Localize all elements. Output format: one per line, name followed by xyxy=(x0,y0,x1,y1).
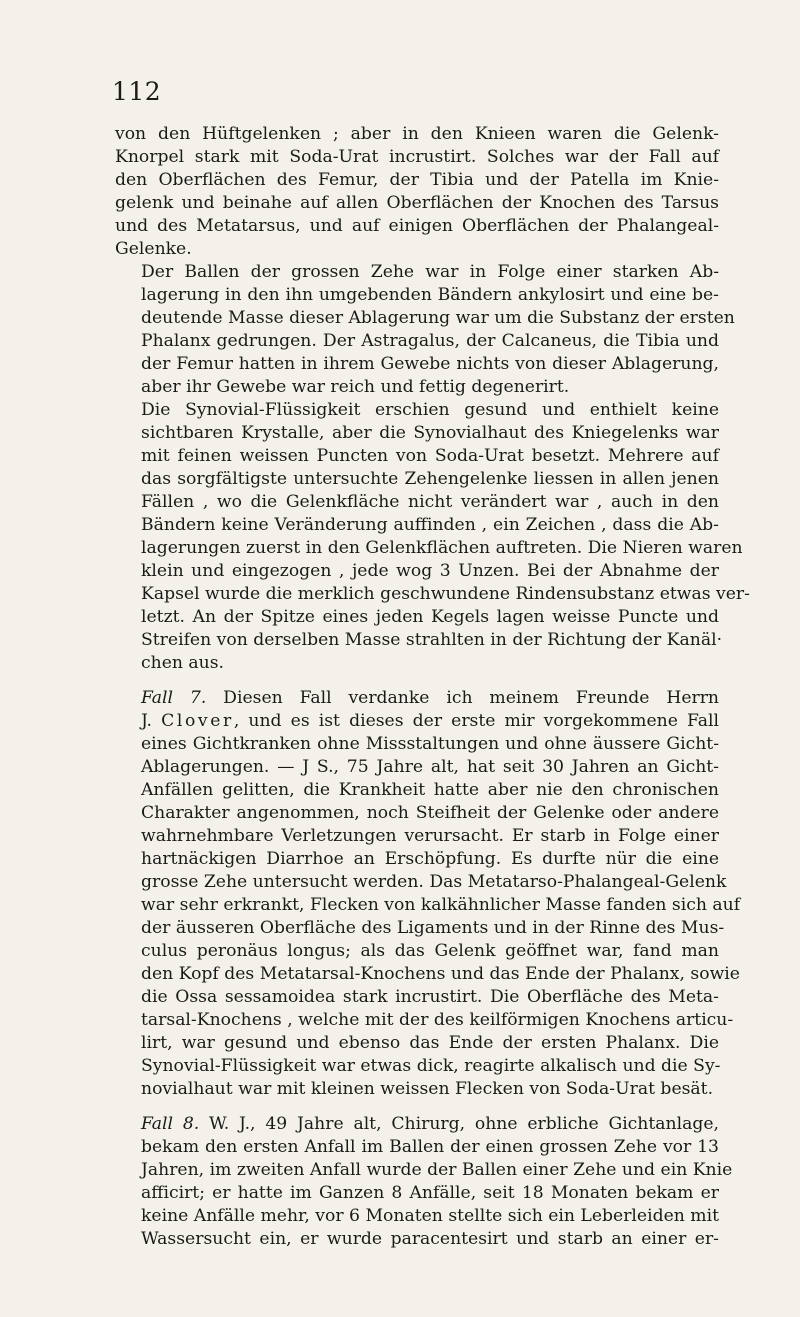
case-label: Fall 7. xyxy=(141,688,207,708)
text-line: Gelenke. xyxy=(115,239,192,259)
text-line: Charakter angenommen, noch Steifheit der Gelenke oder andere xyxy=(141,803,719,823)
paragraph-case-8 xyxy=(115,1113,733,1251)
text-fragment: W. J., 49 Jahre alt, Chirurg, ohne erbliche Gichtanlage, xyxy=(199,1114,719,1134)
page-number: 112 xyxy=(112,77,162,106)
text-line: die Ossa sessamoidea stark incrustirt. Die Oberfläche des Meta- xyxy=(141,987,719,1007)
text-line: Kapsel wurde die merklich geschwundene Rindensubstanz etwas ver- xyxy=(141,584,750,604)
text-line: Streifen von derselben Masse strahlten in der Richtung der Kanäl· xyxy=(141,630,723,650)
text-line: der Femur hatten in ihrem Gewebe nichts von dieser Ablagerung, xyxy=(141,354,719,374)
text-line: Knorpel stark mit Soda-Urat incrustirt. Solches war der Fall auf xyxy=(115,147,719,167)
text-line: lagerungen zuerst in den Gelenkflächen auftreten. Die Nieren waren xyxy=(141,538,743,558)
text-line: Anfällen gelitten, die Krankheit hatte aber nie den chronischen xyxy=(141,780,719,800)
text-line: chen aus. xyxy=(141,653,225,673)
text-line: novialhaut war mit kleinen weissen Flecken von Soda-Urat besät. xyxy=(141,1079,714,1099)
text-line: von den Hüftgelenken ; aber in den Knieen waren die Gelenk- xyxy=(115,124,719,144)
text-line: deutende Masse dieser Ablagerung war um die Substanz der ersten xyxy=(141,308,735,328)
text-line: Wassersucht ein, er wurde paracentesirt und starb an einer er- xyxy=(141,1229,719,1249)
text-line: Jahren, im zweiten Anfall wurde der Ballen einer Zehe und ein Knie xyxy=(141,1160,733,1180)
spaced-name: Clover xyxy=(161,711,234,731)
text-line: mit feinen weissen Puncten von Soda-Urat besetzt. Mehrere auf xyxy=(141,446,719,466)
paragraph-2 xyxy=(115,261,735,399)
text-line: Fällen , wo die Gelenkfläche nicht verändert war , auch in den xyxy=(141,492,719,512)
text-line: wahrnehmbare Verletzungen verursacht. Er starb in Folge einer xyxy=(141,826,719,846)
name-initial: J. xyxy=(141,711,162,731)
text-line xyxy=(115,710,719,733)
text-line: sichtbaren Krystalle, aber die Synovialhaut des Kniegelenks war xyxy=(141,423,719,443)
text-line: Synovial-Flüssigkeit war etwas dick, reagirte alkalisch und die Sy- xyxy=(141,1056,721,1076)
text-line: lagerung in den ihn umgebenden Bändern ankylosirt und eine be- xyxy=(141,285,719,305)
text-line: hartnäckigen Diarrhoe an Erschöpfung. Es durfte nür die eine xyxy=(141,849,719,869)
text-line: den Oberflächen des Femur, der Tibia und der Patella im Knie- xyxy=(115,170,719,190)
text-line: afficirt; er hatte im Ganzen 8 Anfälle, seit 18 Monaten bekam er xyxy=(141,1183,719,1203)
text-fragment: , und es ist dieses der erste mir vorgekommene Fall xyxy=(233,711,719,731)
text-line: lirt, war gesund und ebenso das Ende der ersten Phalanx. Die xyxy=(141,1033,719,1053)
case-label: Fall 8. xyxy=(141,1114,200,1134)
text-line: keine Anfälle mehr, vor 6 Monaten stellte sich ein Leberleiden mit xyxy=(141,1206,719,1226)
text-line: das sorgfältigste untersuchte Zehengelenke liessen in allen jenen xyxy=(141,469,719,489)
text-line: den Kopf des Metatarsal-Knochens und das Ende der Phalanx, sowie xyxy=(141,964,740,984)
text-line xyxy=(115,1113,719,1136)
paragraph-case-7 xyxy=(115,687,741,1101)
text-line: Ablagerungen. — J S., 75 Jahre alt, hat seit 30 Jahren an Gicht- xyxy=(141,757,719,777)
text-line: und des Metatarsus, und auf einigen Oberflächen der Phalangeal- xyxy=(115,216,719,236)
text-line: Der Ballen der grossen Zehe war in Folge einer starken Ab- xyxy=(141,262,719,282)
text-line: grosse Zehe untersucht werden. Das Metatarso-Phalangeal-Gelenk xyxy=(141,872,727,892)
text-line: gelenk und beinahe auf allen Oberflächen der Knochen des Tarsus xyxy=(115,193,719,213)
text-line: Phalanx gedrungen. Der Astragalus, der Calcaneus, die Tibia und xyxy=(141,331,719,351)
text-body xyxy=(115,123,750,1251)
text-line: Bändern keine Veränderung auffinden , ein Zeichen , dass die Ab- xyxy=(141,515,719,535)
text-fragment: Diesen Fall verdanke ich meinem Freunde Herrn xyxy=(206,688,719,708)
text-line: der äusseren Oberfläche des Ligaments und in der Rinne des Mus- xyxy=(141,918,725,938)
paragraph-3 xyxy=(115,399,750,675)
text-line: aber ihr Gewebe war reich und fettig degenerirt. xyxy=(141,377,570,397)
text-line: tarsal-Knochens , welche mit der des keilförmigen Knochens articu- xyxy=(141,1010,734,1030)
text-line: eines Gichtkranken ohne Missstaltungen und ohne äussere Gicht- xyxy=(141,734,719,754)
paragraph-1 xyxy=(115,123,719,261)
text-line: war sehr erkrankt, Flecken von kalkähnlicher Masse fanden sich auf xyxy=(141,895,741,915)
text-line xyxy=(115,687,719,710)
text-line: klein und eingezogen , jede wog 3 Unzen. Bei der Abnahme der xyxy=(141,561,719,581)
text-line: culus peronäus longus; als das Gelenk geöffnet war, fand man xyxy=(141,941,719,961)
text-line: letzt. An der Spitze eines jeden Kegels lagen weisse Puncte und xyxy=(141,607,719,627)
text-line: Die Synovial-Flüssigkeit erschien gesund und enthielt keine xyxy=(141,400,719,420)
text-line: bekam den ersten Anfall im Ballen der einen grossen Zehe vor 13 xyxy=(141,1137,719,1157)
